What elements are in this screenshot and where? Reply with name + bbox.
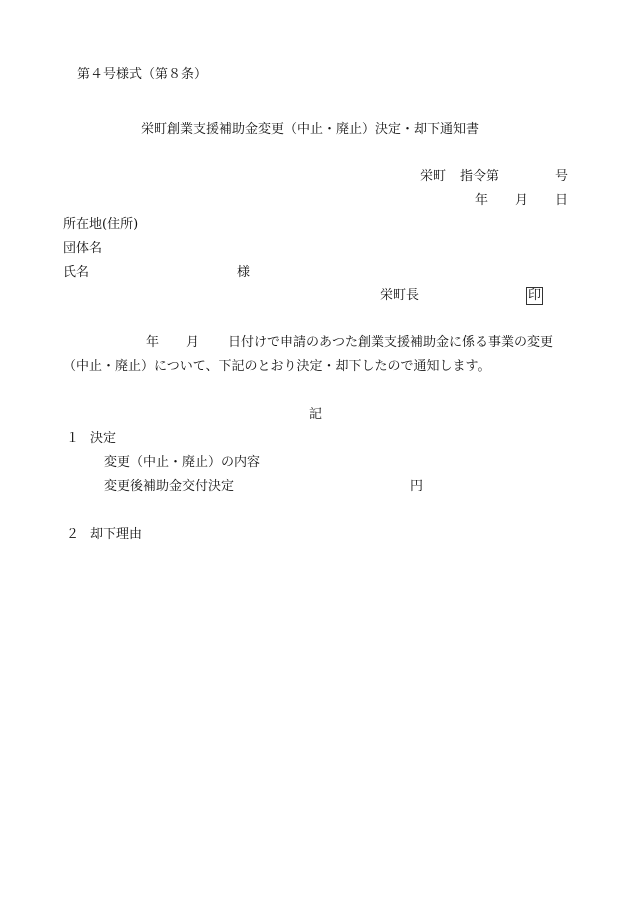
seal-mark: 印: [528, 288, 542, 303]
section-2-number: ２: [66, 527, 80, 542]
document-title: 栄町創業支援補助金変更（中止・廃止）決定・却下通知書: [141, 122, 480, 137]
section-1-item-1: 変更（中止・廃止）の内容: [104, 455, 261, 470]
section-1-number: １: [66, 431, 80, 446]
issuer-ref-prefix: 指令第: [460, 169, 500, 184]
issuer-town: 栄町: [420, 169, 447, 184]
body-line-2: （中止・廃止）について、下記のとおり決定・却下したので通知します。: [63, 359, 491, 374]
honorific: 様: [237, 265, 251, 280]
ki-heading: 記: [309, 407, 323, 422]
issue-date-year: 年: [475, 193, 489, 208]
issuer-ref-suffix: 号: [555, 169, 569, 184]
issue-date-day: 日: [555, 193, 569, 208]
sender-title: 栄町長: [380, 288, 420, 303]
body-month: 月: [186, 335, 200, 350]
organization-label: 団体名: [63, 241, 103, 256]
body-year: 年: [146, 335, 160, 350]
address-label: 所在地(住所): [63, 217, 139, 232]
section-1-heading: 決定: [90, 431, 117, 446]
section-2-heading: 却下理由: [90, 527, 143, 542]
section-1-item-2: 変更後補助金交付決定: [104, 479, 235, 494]
yen-unit: 円: [410, 479, 424, 494]
issue-date-month: 月: [515, 193, 529, 208]
name-label: 氏名: [63, 265, 90, 280]
form-number: 第４号様式（第８条）: [77, 67, 208, 82]
body-line-1: 日付けで申請のあつた創業支援補助金に係る事業の変更: [228, 335, 554, 350]
